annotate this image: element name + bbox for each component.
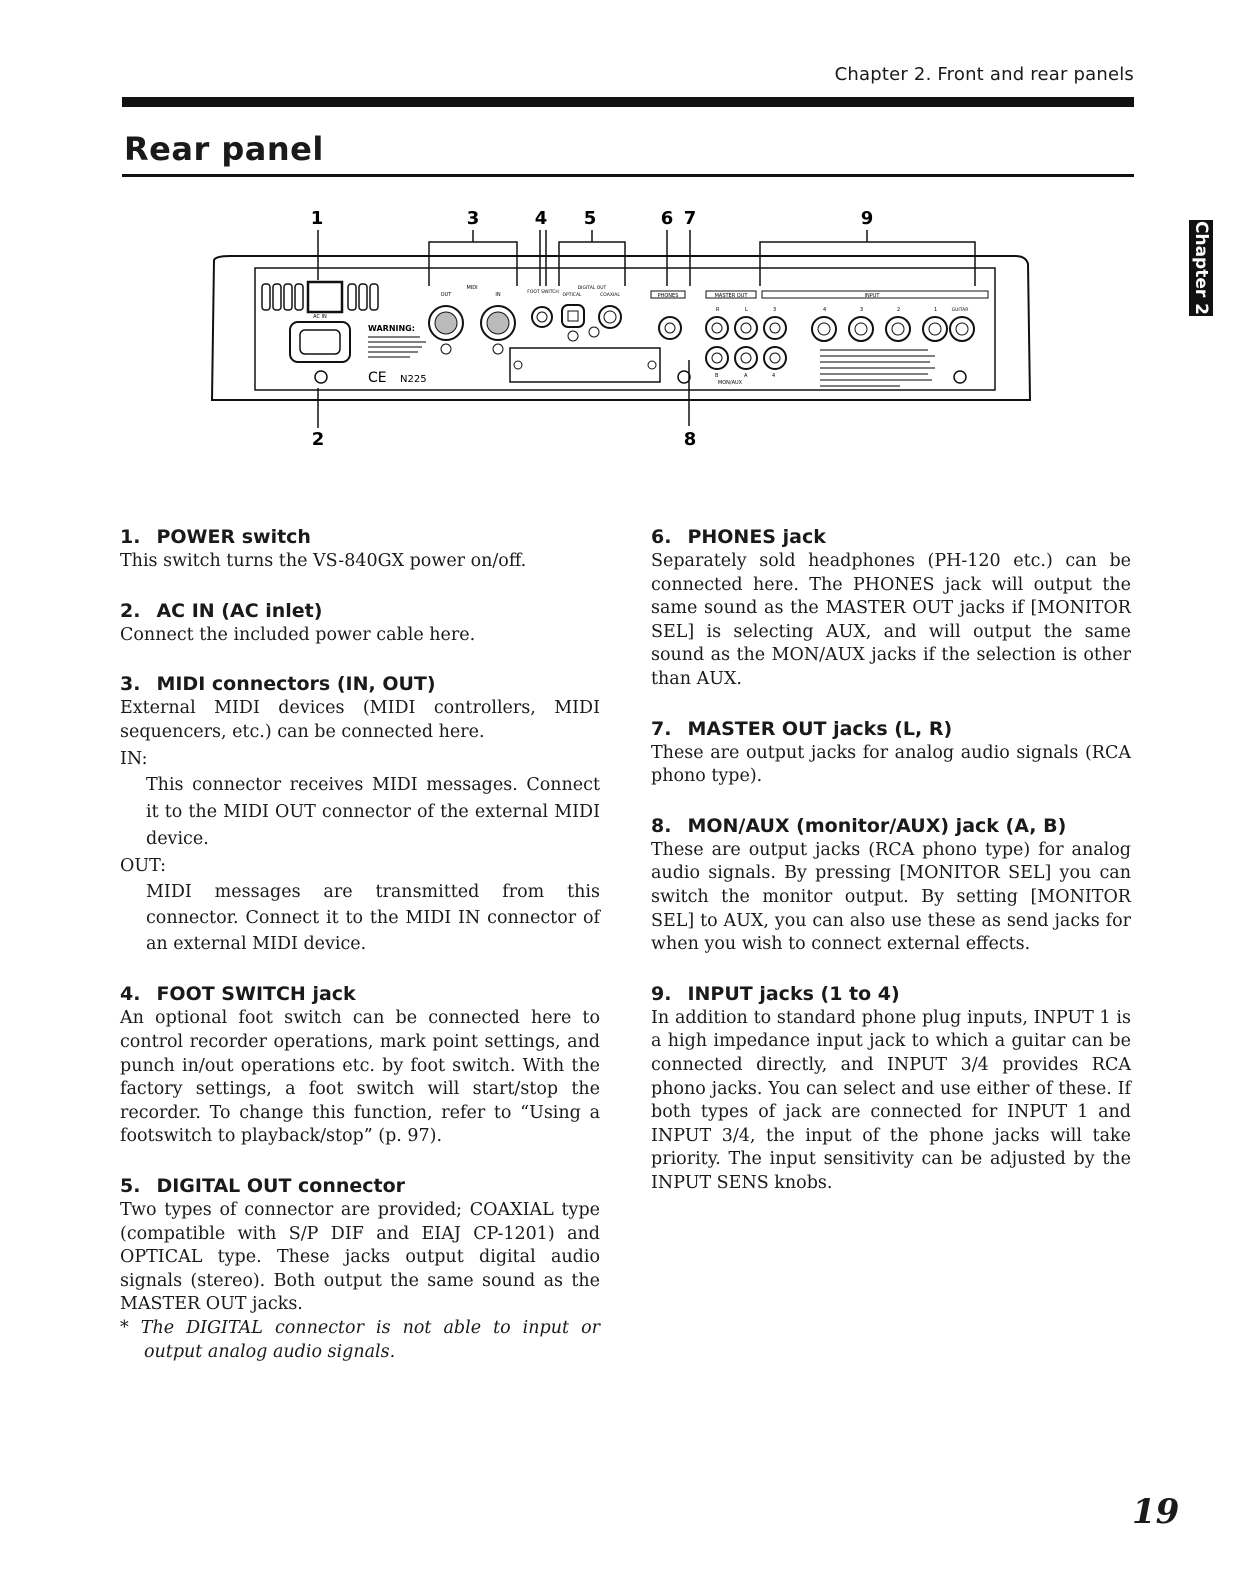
input-label: INPUT — [864, 293, 880, 299]
phones-label: PHONES — [657, 293, 679, 299]
mon-aux-label: MON/AUX — [717, 380, 743, 386]
section-title: MON/AUX (monitor/AUX) jack (A, B) — [687, 814, 1067, 837]
midi-label: MIDI — [466, 285, 478, 291]
section-body: This switch turns the VS-840GX power on/off. — [120, 551, 527, 571]
input-1-jack — [923, 317, 947, 341]
master-r-label: R — [716, 307, 720, 313]
section-title: AC IN (AC inlet) — [156, 599, 323, 622]
input-2-label: 2 — [897, 307, 901, 313]
section-number: 7. — [651, 717, 672, 740]
master-out-r-jack — [706, 317, 728, 339]
mon-b-label: B — [715, 373, 719, 379]
section-heading — [120, 524, 600, 550]
phones-jack — [659, 317, 681, 339]
callout-4: 4 — [534, 208, 548, 229]
input-4-jack — [812, 317, 836, 341]
midi-out-label: OUT — [440, 292, 452, 298]
section-number: 2. — [120, 599, 141, 622]
callout-6: 6 — [660, 208, 674, 229]
section-number: 3. — [120, 673, 141, 696]
foot-switch-label: FOOT SWITCH — [527, 290, 559, 295]
right-column — [651, 524, 1131, 1219]
section-heading — [651, 813, 1131, 839]
section-ac-in — [120, 598, 600, 648]
section-body: An optional foot switch can be connected here to control recorder operations, mark point settings, and punch in/out operations etc. by foot switch. With the factory settings, a foot switch will start/stop the recorder. To change this function, refer to “Using a footswitch to playback/stop” (p. 97). — [120, 1008, 600, 1147]
input-2-jack — [886, 317, 910, 341]
callout-5: 5 — [583, 208, 597, 229]
section-title: FOOT SWITCH jack — [156, 983, 356, 1006]
midi-in-label: IN — [495, 292, 501, 298]
section-title: PHONES jack — [687, 526, 826, 548]
section-heading — [120, 1173, 600, 1199]
section-number: 6. — [651, 526, 672, 548]
section-number: 5. — [120, 1174, 141, 1197]
midi-in-sublabel: IN: — [120, 749, 148, 770]
callout-8: 8 — [683, 429, 697, 450]
mon-aux-b-jack — [706, 347, 728, 369]
section-body: Connect the included power cable here. — [120, 624, 476, 645]
section-body: Two types of connector are provided; COAXIAL type (compatible with S/P DIF and EIAJ CP-1201) and OPTICAL type. These jacks output digital audio signals (stereo). Both output the same sound as the MASTER OUT jacks. — [120, 1199, 600, 1315]
section-body: External MIDI devices (MIDI controllers, MIDI sequencers, etc.) can be connected here. — [120, 698, 600, 742]
rear-panel-diagram — [200, 200, 1040, 450]
header-rule — [122, 97, 1134, 107]
input-4-rca-jack — [764, 347, 786, 369]
callout-7: 7 — [683, 208, 697, 229]
input-1-label: 1 — [934, 307, 938, 313]
section-title: INPUT jacks (1 to 4) — [687, 982, 900, 1005]
input-3-rca-jack — [764, 317, 786, 339]
section-number: 8. — [651, 814, 672, 837]
callout-2: 2 — [311, 429, 325, 450]
midi-out-text: MIDI messages are transmitted from this connector. Connect it to the MIDI IN connector of an external MIDI device. — [146, 882, 600, 955]
section-body: These are output jacks for analog audio signals (RCA phono type). — [651, 742, 1131, 787]
section-title: DIGITAL OUT connector — [156, 1174, 406, 1197]
master-out-label: MASTER OUT — [714, 293, 748, 299]
section-title: MIDI connectors (IN, OUT) — [156, 673, 436, 696]
page-number: 19 — [1132, 1492, 1180, 1532]
coaxial-label: COAXIAL — [600, 293, 620, 298]
input-3-jack — [849, 317, 873, 341]
warning-label: WARNING: — [368, 324, 415, 333]
section-heading — [120, 981, 600, 1007]
optical-label: OPTICAL — [562, 293, 582, 298]
n225-mark: N225 — [400, 374, 427, 385]
input-3-label: 3 — [860, 307, 864, 313]
ce-mark: CE — [368, 370, 387, 386]
callout-1: 1 — [310, 208, 324, 229]
page-title: Rear panel — [124, 130, 324, 168]
callout-3: 3 — [466, 208, 480, 229]
chapter-header: Chapter 2. Front and rear panels — [834, 64, 1134, 85]
section-digital-out — [120, 1173, 600, 1364]
section-heading — [120, 598, 600, 624]
section-number: 4. — [120, 983, 141, 1006]
section-body: These are output jacks (RCA phono type) for analog audio signals. By pressing [MONITOR SEL] you can switch the monitor output. By setting [MONITOR SEL] to AUX, you can also use these as send jacks for when you wish to connect external effects. — [651, 839, 1131, 955]
foot-switch-jack — [532, 307, 552, 327]
guitar-jack — [950, 317, 974, 341]
left-column — [120, 524, 600, 1388]
midi-in-text: This connector receives MIDI messages. Connect it to the MIDI OUT connector of the external MIDI device. — [146, 775, 600, 850]
section-mon-aux — [651, 813, 1131, 957]
master-out-l-jack — [735, 317, 757, 339]
section-heading — [651, 716, 1131, 742]
chapter-tab: Chapter 2 — [1191, 220, 1211, 315]
optical-jack — [562, 305, 584, 327]
digital-out-label: DIGITAL OUT — [577, 286, 607, 291]
section-title: POWER switch — [156, 526, 311, 548]
digital-note: * The DIGITAL connector is not able to input or output analog audio signals. — [120, 1317, 600, 1362]
section-master-out — [651, 716, 1131, 789]
section-heading — [651, 524, 1131, 550]
title-rule — [122, 174, 1134, 177]
guitar-label: GUITAR — [951, 308, 969, 313]
section-body: Separately sold headphones (PH-120 etc.) can be connected here. The PHONES jack will output the same sound as the MASTER OUT jacks if [MONITOR SEL] is selecting AUX, and will output the same sound as the MON/AUX jacks if the selection is other than AUX. — [651, 551, 1131, 689]
section-midi-connectors — [120, 671, 600, 957]
section-number: 9. — [651, 982, 672, 1005]
midi-out-sublabel: OUT: — [120, 856, 167, 877]
master-l-label: L — [745, 307, 748, 313]
section-input-jacks — [651, 981, 1131, 1196]
section-phones-jack — [651, 524, 1131, 692]
input-4-rca-label: 4 — [772, 373, 776, 379]
section-heading — [120, 671, 600, 697]
callout-9: 9 — [860, 208, 874, 229]
input-3-rca-label: 3 — [773, 307, 777, 313]
section-heading — [651, 981, 1131, 1007]
coaxial-jack — [599, 306, 621, 328]
mon-aux-a-jack — [735, 347, 757, 369]
section-body: In addition to standard phone plug inputs, INPUT 1 is a high impedance input jack to which a guitar can be connected directly, and INPUT 3/4 provides RCA phono jacks. You can select and use either of these. If both types of jack are connected for INPUT 1 and INPUT 3/4, the input of the phone jacks will take priority. The input sensitivity can be adjusted by the INPUT SENS knobs. — [651, 1007, 1131, 1193]
ac-in-label: AC IN — [313, 314, 327, 320]
input-4-label: 4 — [823, 307, 827, 313]
mon-a-label: A — [744, 373, 748, 379]
section-foot-switch — [120, 981, 600, 1149]
section-power-switch — [120, 524, 600, 574]
section-number: 1. — [120, 526, 141, 548]
section-title: MASTER OUT jacks (L, R) — [687, 717, 953, 740]
